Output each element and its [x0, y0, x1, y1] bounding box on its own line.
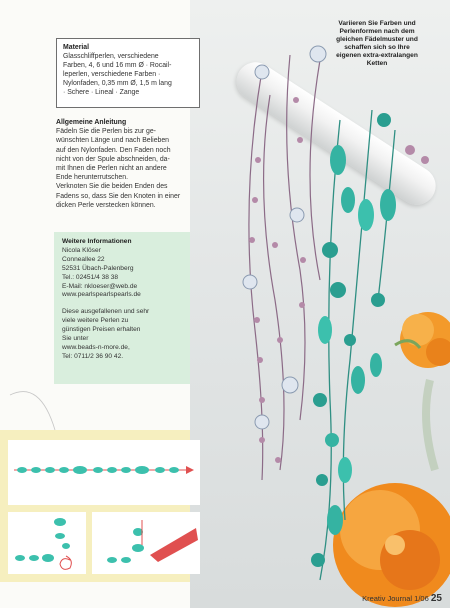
- orange-flower-bottom: [333, 483, 450, 607]
- material-line: Farben, 4, 6 und 16 mm Ø · Rocail-: [63, 62, 172, 69]
- material-line: leperlen, verschiedene Farben ·: [63, 71, 161, 78]
- material-title: Material: [63, 44, 90, 51]
- spacer: [62, 300, 182, 308]
- promo-line: viele weitere Perlen zu: [62, 317, 129, 325]
- caption-line: Ketten: [366, 60, 388, 67]
- address-line: Conneallee 22: [62, 255, 105, 263]
- instructions-line: Verknoten Sie die beiden Enden des: [56, 183, 168, 191]
- promo-line: günstigen Preisen erhalten: [62, 326, 141, 334]
- instructions-line: mit Ihnen die Perlen nicht an andere: [56, 165, 167, 173]
- email-link[interactable]: E-Mail: nkloeser@web.de: [62, 282, 138, 290]
- caption-line: Variieren Sie Farben und: [338, 20, 416, 27]
- address-line: 52531 Übach-Palenberg: [62, 264, 134, 272]
- caption-line: eigenen extra-extralangen: [336, 52, 418, 59]
- website-link[interactable]: www.pearlspearlspearls.de: [62, 291, 141, 299]
- instructions-line: nicht von der Spule abschneiden, da-: [56, 155, 170, 163]
- instructions-line: wünschten Länge und nach Belieben: [56, 137, 170, 145]
- instructions-section: [56, 118, 198, 210]
- instructions-line: auf den Nylonfaden. Den Faden noch: [56, 146, 171, 154]
- photo-caption: [318, 20, 436, 68]
- instructions-line: Ende herunterrutschen.: [56, 174, 129, 182]
- promo-line: Diese ausgefallenen und sehr: [62, 308, 150, 316]
- instructions-line: dicken Perle verstecken können.: [56, 201, 156, 209]
- promo-phone: Tel: 0711/2 36 90 42.: [62, 352, 124, 360]
- orange-flower-top: [395, 312, 450, 368]
- instructions-title: Allgemeine Anleitung: [56, 119, 127, 126]
- info-title: Weitere Informationen: [62, 238, 132, 245]
- shop-link[interactable]: www.beads-n-more.de,: [62, 343, 130, 351]
- threading-diagram: [8, 440, 200, 574]
- instructions-line: Fädeln Sie die Perlen bis zur ge-: [56, 128, 156, 136]
- info-box: [54, 232, 190, 384]
- material-box: [56, 38, 200, 108]
- caption-line: schaffen sich so Ihre: [344, 44, 410, 51]
- instructions-line: Fadens so, dass Sie den Knoten in einer: [56, 192, 181, 200]
- page-number: 25: [430, 593, 442, 604]
- journal-name: Kreativ Journal 1/06: [362, 594, 429, 603]
- phone-line: Tel.: 02451/4 38 38: [62, 273, 119, 281]
- caption-line: Perlenformen nach dem: [339, 28, 415, 35]
- promo-line: Sie unter: [62, 335, 89, 343]
- address-line: Nicola Klöser: [62, 246, 101, 254]
- material-line: Glasschliffperlen, verschiedene: [63, 53, 159, 60]
- page-footer: [362, 593, 442, 604]
- material-line: · Schere · Lineal · Zange: [63, 89, 140, 96]
- material-line: Nylonfaden, 0,35 mm Ø, 1,5 m lang: [63, 80, 172, 87]
- caption-line: gleichen Fädelmuster und: [336, 36, 418, 43]
